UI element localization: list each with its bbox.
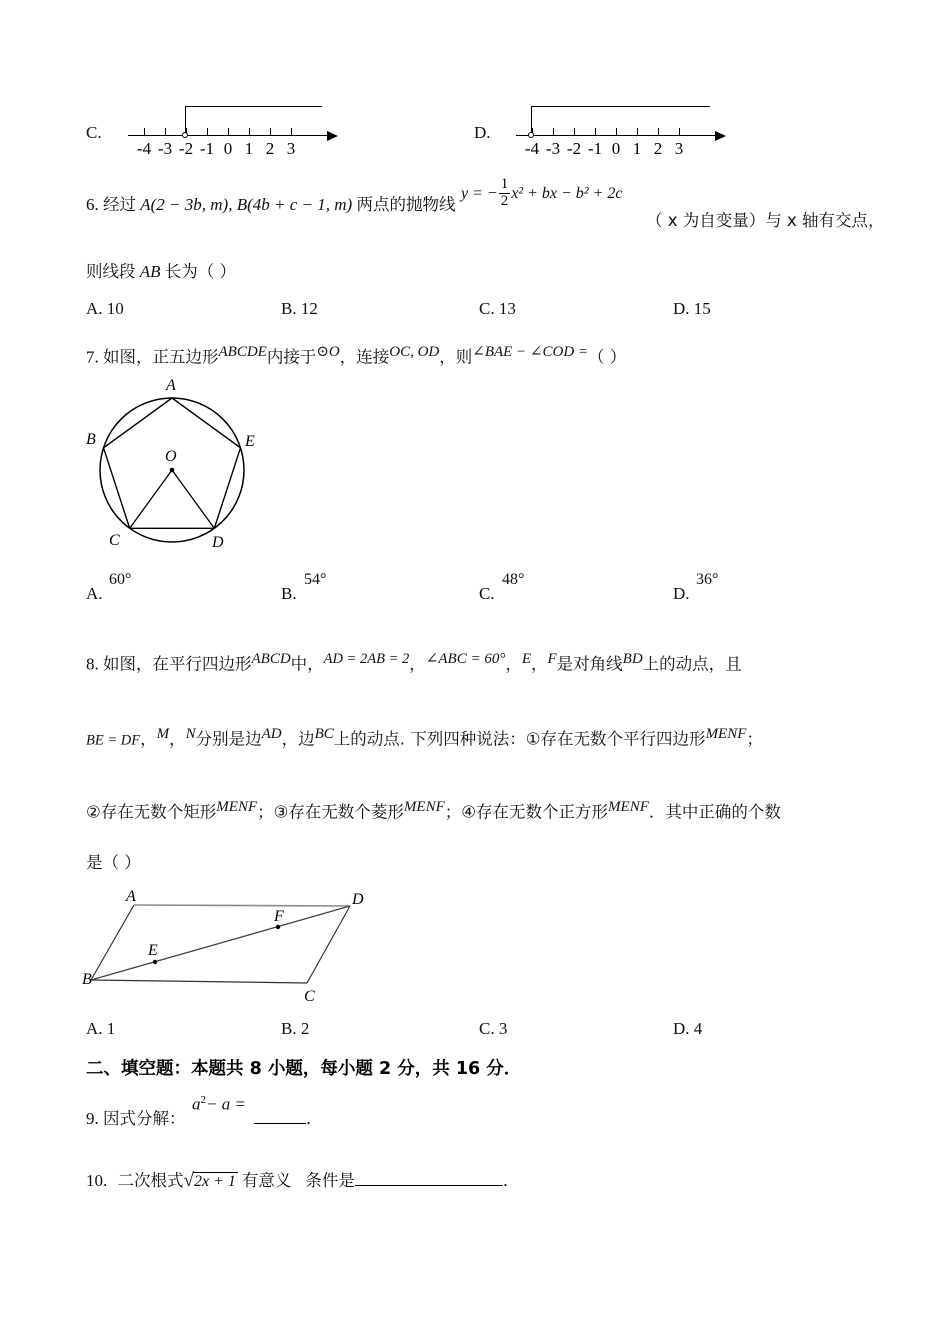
q8-line4: 是（ ）: [86, 853, 141, 872]
q6-option-d[interactable]: D. 15: [673, 299, 711, 318]
q5-option-c-letter: C.: [86, 123, 102, 142]
tick-label: -2: [566, 139, 582, 158]
q10-label: 二次根式: [117, 1171, 184, 1190]
section-2-heading: 二、填空题：本题共 8 小题，每小题 2 分，共 16 分．: [86, 1059, 522, 1079]
vertex-label-A: A: [166, 377, 176, 394]
q6-line2-a: 则线段: [86, 262, 136, 281]
tick-label: -4: [136, 139, 152, 158]
tick: [553, 128, 554, 135]
q9-trailing: ．: [306, 1109, 323, 1128]
q8-l1-c: ，: [409, 654, 426, 674]
q8-line3: [86, 800, 781, 821]
q8-l2-a: ，: [140, 729, 157, 749]
point-E-dot: [153, 960, 157, 964]
q8-menf-4: MENF: [608, 799, 649, 815]
q7-option-c-letter[interactable]: C.: [479, 584, 495, 603]
tick: [658, 128, 659, 135]
q8-l3-c: ；④存在无数个正方形: [444, 802, 609, 822]
q5-option-d-letter: D.: [474, 123, 491, 142]
tick: [144, 128, 145, 135]
point-label-E: E: [148, 942, 158, 959]
q6-formula-lhs: y = −: [461, 184, 498, 202]
q6-text-a: 经过: [103, 195, 136, 214]
q8-condition-ad: AD = 2AB = 2: [323, 651, 410, 667]
q9-expr-rest: − a =: [206, 1094, 246, 1114]
q8-menf-1: MENF: [705, 726, 747, 742]
q7-option-c-value: 48°: [502, 571, 525, 588]
tick: [249, 128, 250, 135]
q8-quad-name: ABCD: [251, 651, 291, 667]
tick-label: 3: [674, 139, 684, 158]
q8-l2-b: ，: [169, 729, 186, 749]
solution-ray-c: [185, 106, 322, 107]
q9-line: [86, 1110, 186, 1128]
q7-expression: ∠BAE − ∠COD =: [472, 344, 589, 360]
point-label-F: F: [274, 908, 284, 925]
tick: [574, 128, 575, 135]
q7-figure-pentagon-circle: [82, 377, 292, 562]
tick-label: -3: [157, 139, 173, 158]
q8-l2-d: ，边: [281, 729, 315, 749]
q8-condition-be-df: BE = DF: [86, 732, 141, 749]
q8-option-a[interactable]: A. 1: [86, 1019, 116, 1038]
q8-diagonal-bd: BD: [622, 651, 643, 667]
q8-point-e: E: [521, 651, 531, 667]
q6-number: 6.: [86, 195, 99, 214]
vertex-label-C: C: [109, 532, 120, 549]
vertex-label-D: D: [352, 891, 364, 908]
q8-l3-a: ②存在无数个矩形: [86, 802, 217, 822]
tick-label: 0: [611, 139, 621, 158]
q7-number: 7.: [86, 347, 99, 367]
tick: [291, 128, 292, 135]
q6-formula-rest: x² + bx − b² + 2c: [511, 184, 623, 202]
tick: [228, 128, 229, 135]
tick: [637, 128, 638, 135]
open-circle-marker-c: [182, 132, 188, 138]
fraction-denominator: 2: [500, 192, 509, 209]
vertex-label-E: E: [245, 433, 255, 450]
q8-l3-d: ．其中正确的个数: [648, 802, 781, 822]
q7-text-e: （ ）: [588, 347, 627, 367]
q7-segments: OC, OD: [389, 344, 440, 360]
point-F-dot: [276, 925, 280, 929]
q10-trailing: ．: [502, 1171, 520, 1190]
tick-label: 0: [223, 139, 233, 158]
q8-side-bc: BC: [314, 726, 334, 742]
axis-arrow-d: [715, 131, 726, 141]
q6-option-b[interactable]: B. 12: [281, 299, 318, 318]
tick-label: 2: [265, 139, 275, 158]
q6-text-b: 两点的抛物线: [356, 195, 456, 214]
q7-option-a-value: 60°: [109, 571, 132, 588]
tick: [165, 128, 166, 135]
q8-menf-2: MENF: [216, 799, 258, 815]
q8-l1-i: 上的动点，且: [642, 654, 742, 674]
q9-expr-base: a: [192, 1094, 201, 1114]
q7-option-d-value: 36°: [696, 571, 719, 588]
tick-label: 1: [632, 139, 642, 158]
q8-option-b[interactable]: B. 2: [281, 1019, 310, 1038]
q8-line1: [86, 652, 742, 673]
tick: [270, 128, 271, 135]
q8-l2-c: 分别是边: [195, 729, 262, 749]
q8-l3-b: ；③存在无数个菱形: [257, 802, 404, 822]
q8-option-d[interactable]: D. 4: [673, 1019, 703, 1038]
q8-l2-f: ；: [746, 729, 763, 749]
q7-option-d-letter[interactable]: D.: [673, 584, 690, 603]
q9-label: 因式分解：: [103, 1109, 186, 1128]
tick-label: -3: [545, 139, 561, 158]
axis-arrow-c: [327, 131, 338, 141]
tick-label: -4: [524, 139, 540, 158]
q8-l1-b: 中，: [290, 654, 324, 674]
q7-option-b-value: 54°: [304, 571, 327, 588]
tick-label: 2: [653, 139, 663, 158]
center-point-O: [170, 468, 175, 473]
side-BA: [91, 905, 134, 980]
q7-text-a: 如图，正五边形: [103, 347, 219, 367]
q8-point-m: M: [156, 726, 170, 742]
q8-number: 8.: [86, 654, 99, 674]
side-DC: [307, 906, 350, 983]
q10-answer-blank[interactable]: [355, 1172, 503, 1186]
q5-option-c-numberline: [124, 98, 374, 160]
tick: [679, 128, 680, 135]
axis-line-d: [516, 135, 716, 136]
vertex-label-D: D: [212, 534, 224, 551]
q8-line2: [86, 727, 763, 748]
vertex-label-B: B: [86, 431, 96, 448]
diagonal-BD: [91, 906, 350, 980]
fraction-numerator: 1: [500, 176, 509, 192]
q9-answer-blank[interactable]: [254, 1110, 323, 1129]
q8-option-c[interactable]: C. 3: [479, 1019, 508, 1038]
q9-expr-exponent: 2: [200, 1094, 206, 1106]
q8-point-f: F: [547, 651, 557, 667]
q6-formula-fraction: [499, 177, 511, 210]
tick-label: -1: [199, 139, 215, 158]
q7-option-b-letter[interactable]: B.: [281, 584, 297, 603]
q9-number: 9.: [86, 1109, 99, 1128]
q6-option-c[interactable]: C. 13: [479, 299, 516, 318]
vertex-label-B: B: [82, 971, 92, 988]
radical-sign: √: [183, 1170, 194, 1191]
tick: [595, 128, 596, 135]
vertex-label-A: A: [126, 888, 136, 905]
q10-text-mid: 有意义: [241, 1171, 292, 1190]
q6-formula: [461, 178, 623, 211]
q8-l1-a: 如图，在平行四边形: [103, 654, 252, 674]
center-label-O: O: [165, 448, 177, 465]
open-circle-marker-d: [528, 132, 534, 138]
axis-line-c: [128, 135, 328, 136]
side-CB: [91, 980, 307, 983]
q6-text-c: （ x 为自变量）与 x 轴有交点，: [646, 211, 885, 230]
q7-line1: [86, 345, 626, 366]
q10-number: 10.: [86, 1171, 108, 1190]
q8-l1-h: 是对角线: [556, 654, 623, 674]
q7-option-a-letter[interactable]: A.: [86, 584, 103, 603]
q8-side-ad: AD: [261, 726, 282, 742]
q6-segment-ab: AB: [139, 262, 161, 281]
tick-label: 3: [286, 139, 296, 158]
q8-figure-parallelogram: [82, 888, 382, 1010]
q5-option-d-numberline: [512, 98, 762, 160]
tick-label: 1: [244, 139, 254, 158]
q6-line2-b: 长为（ ）: [164, 262, 237, 281]
q8-l1-f: ，: [531, 654, 548, 674]
q10-text-cond: 条件是: [305, 1171, 355, 1190]
q6-points: A(2 − 3b, m), B(4b + c − 1, m): [140, 195, 353, 214]
tick: [207, 128, 208, 135]
side-AD: [134, 905, 350, 906]
vertex-label-C: C: [304, 988, 315, 1005]
q8-l1-d: ，: [505, 654, 522, 674]
segment-OD: [172, 470, 214, 528]
q8-point-n: N: [185, 726, 196, 742]
q8-menf-3: MENF: [403, 799, 445, 815]
q10-sqrt-body: 2x + 1: [193, 1173, 236, 1190]
q9-expression: [192, 1095, 246, 1114]
tick-label: -1: [587, 139, 603, 158]
solution-ray-d: [531, 106, 710, 107]
q8-l2-e: 上的动点. 下列四种说法：①存在无数个平行四边形: [333, 729, 706, 749]
blank-underline: [254, 1110, 306, 1124]
q7-polygon-name: ABCDE: [218, 344, 267, 360]
q7-text-c: ，连接: [339, 347, 390, 367]
q6-line1: [86, 196, 455, 214]
q10-sqrt: [184, 1171, 238, 1190]
tick-label: -2: [178, 139, 194, 158]
q6-line2: [86, 263, 236, 281]
q7-text-d: ，则: [439, 347, 473, 367]
tick: [616, 128, 617, 135]
q7-text-b: 内接于: [266, 347, 317, 367]
q6-option-a[interactable]: A. 10: [86, 299, 124, 318]
segment-OC: [130, 470, 172, 528]
q8-condition-angle: ∠ABC = 60°: [425, 651, 506, 667]
q7-circle-o: ⊙O: [316, 344, 340, 360]
q10-line: [86, 1171, 519, 1190]
